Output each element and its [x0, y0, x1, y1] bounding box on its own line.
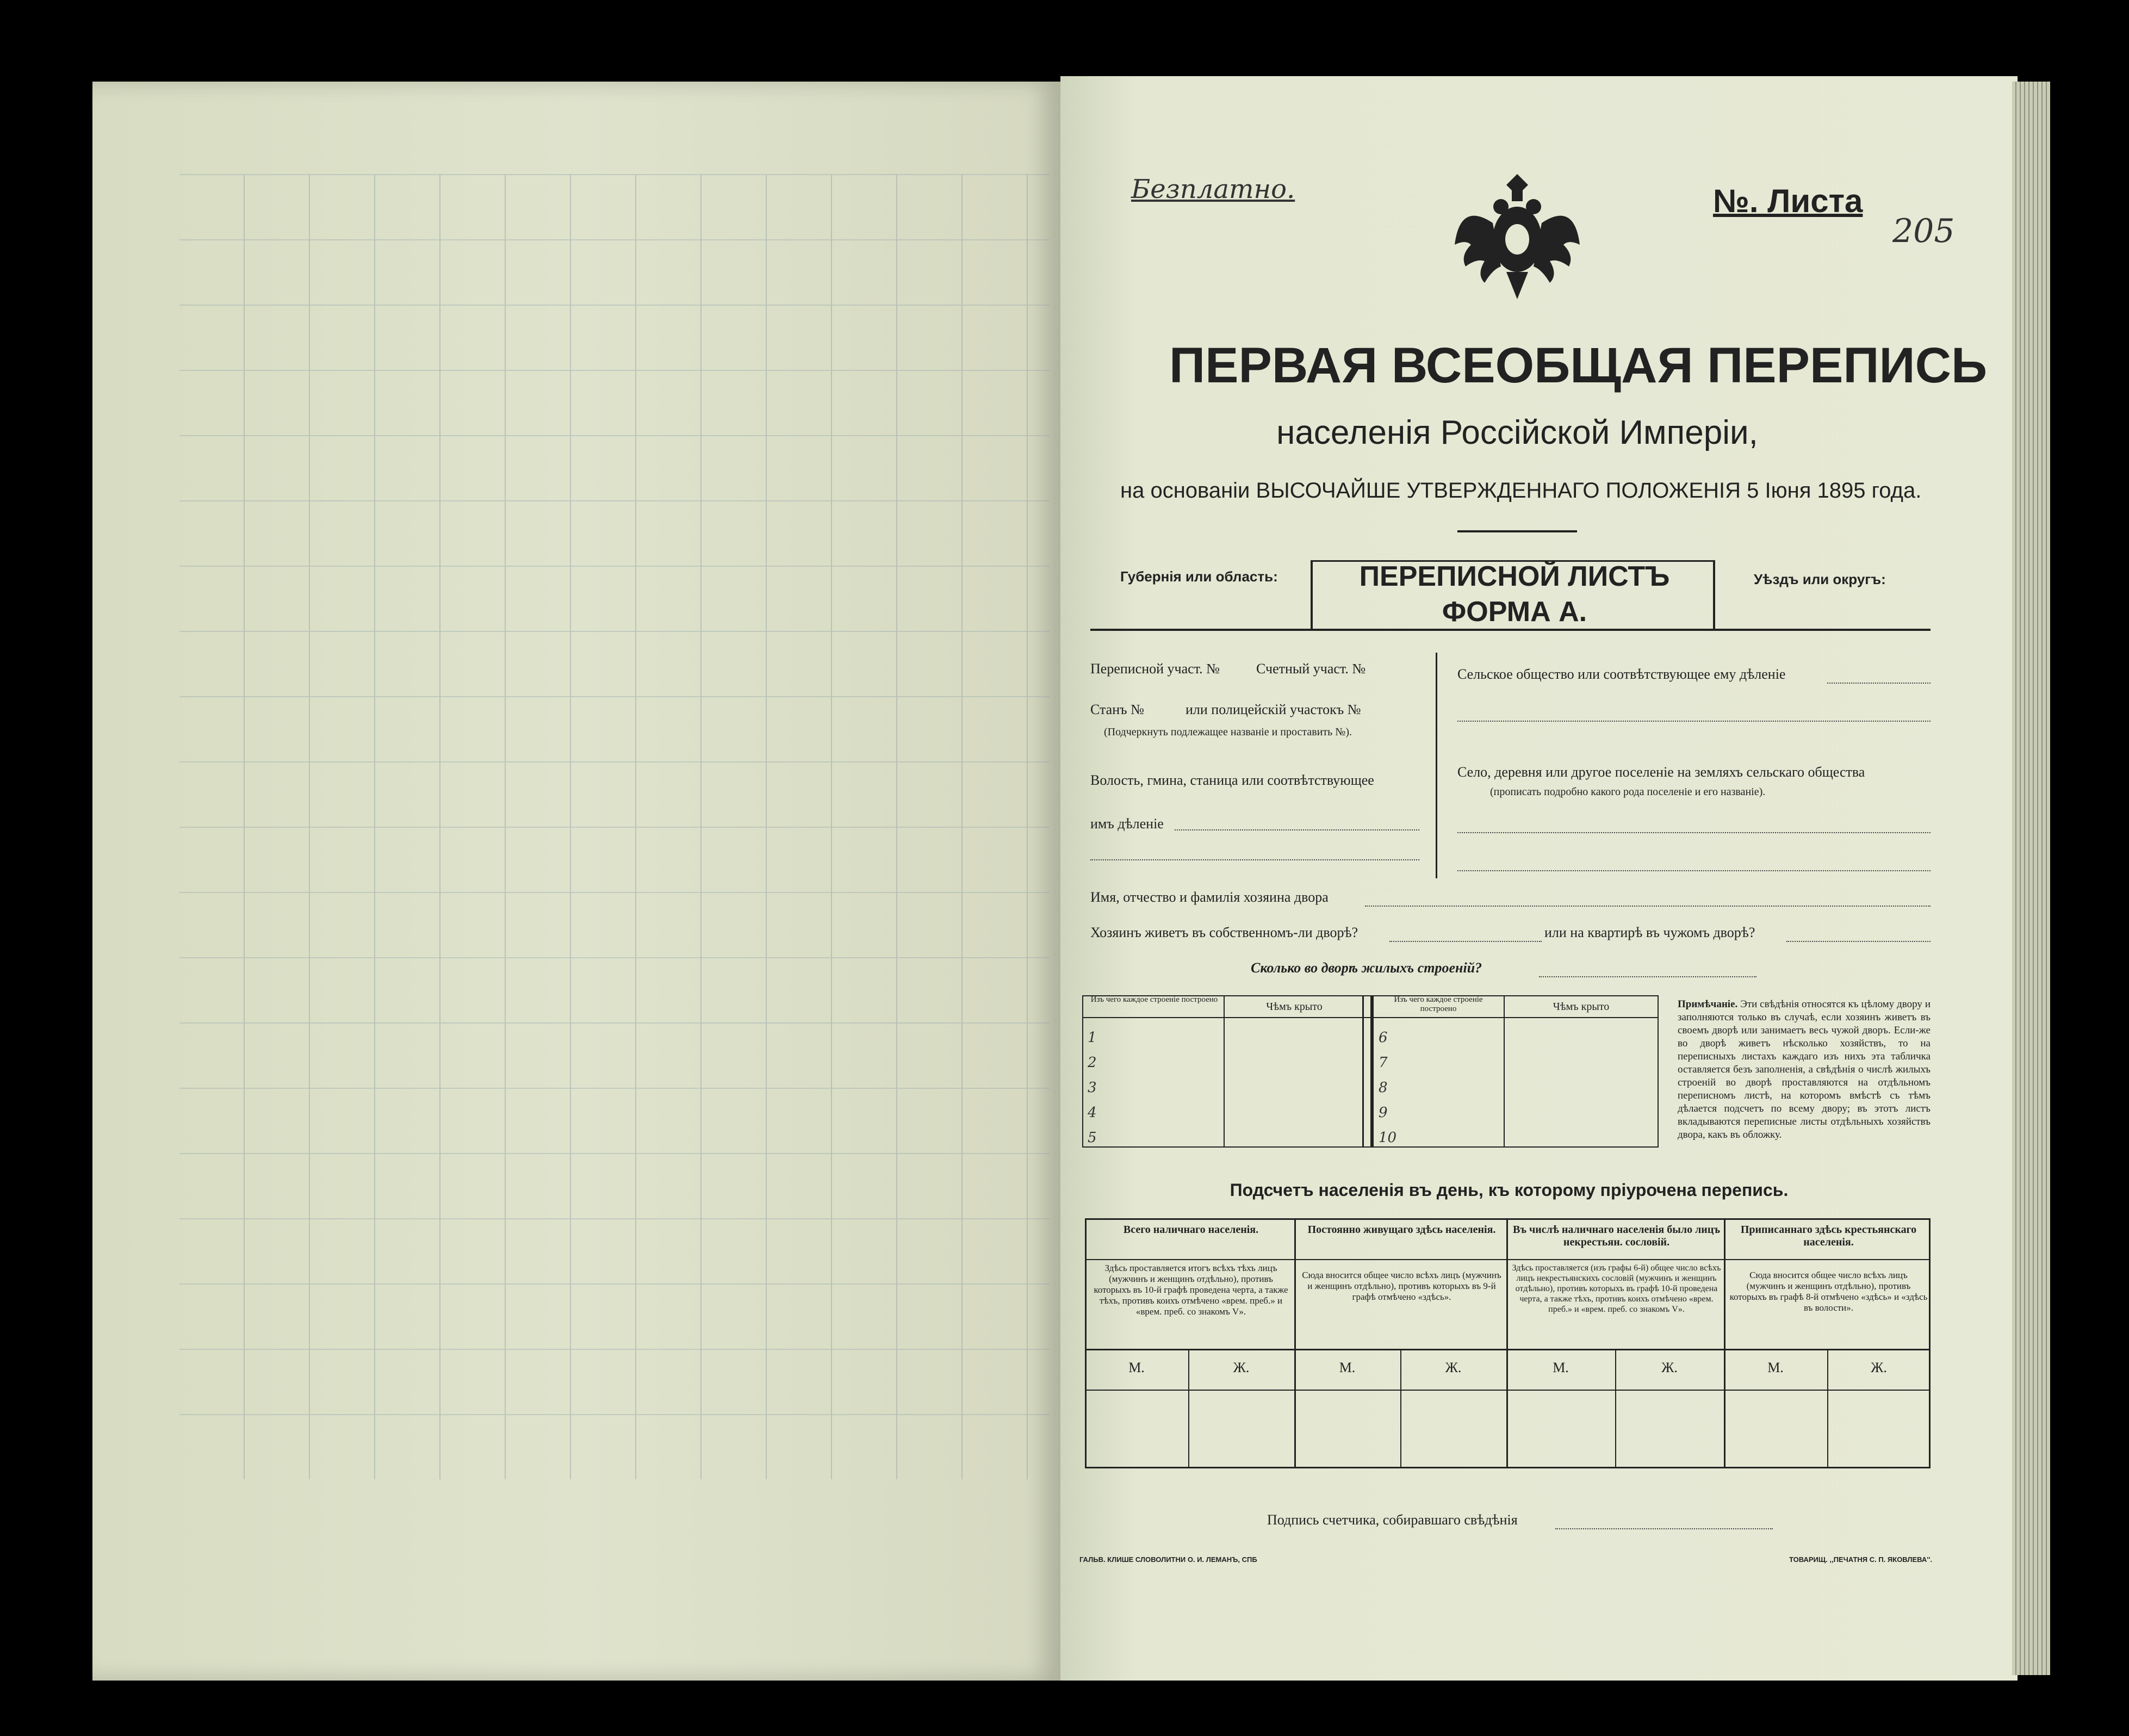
owner-lives-own-label: Хозяинъ живетъ въ собственномъ-ли дворѣ? [1090, 925, 1358, 940]
settlement-note: (прописать подробно какого рода поселеніе и его названіе). [1490, 786, 1766, 798]
census-title: ПЕРВАЯ ВСЕОБЩАЯ ПЕРЕПИСЬ [1169, 338, 1988, 393]
owner-lives-other-input[interactable] [1786, 941, 1931, 942]
col-roof-left: Чѣмъ крыто [1266, 1001, 1323, 1013]
census-district-label: Переписной участ. № [1090, 661, 1220, 677]
row-number-4: 4 [1088, 1105, 1097, 1121]
uezd-label: Уѣздъ или округъ: [1754, 571, 1886, 587]
pop-col3-male: М. [1553, 1360, 1569, 1375]
list-title: ПЕРЕПИСНОЙ ЛИСТЪ [1359, 561, 1670, 592]
police-district-label: или полицейскій участокъ № [1185, 702, 1361, 717]
pop-col2-header: Постоянно живущаго здѣсь населенія. [1307, 1224, 1496, 1236]
stacked-sheets-edge [2012, 82, 2050, 1675]
owner-name-input[interactable] [1365, 906, 1931, 907]
col-material-left: Изъ чего каждое строеніе построено [1090, 995, 1218, 1004]
buildings-rows-right [1379, 1025, 1400, 1150]
free-label: Безплатно. [1131, 174, 1295, 204]
row-number-5: 5 [1088, 1130, 1097, 1146]
form-name: ФОРМА А. [1442, 596, 1587, 628]
village-society-label: Сельское общество или соотвѣтствующее ему дѣленіе [1457, 666, 1786, 682]
row-number-10: 10 [1379, 1130, 1397, 1146]
volost-label-line2: имъ дѣленіе [1090, 816, 1164, 832]
col-roof-right: Чѣмъ крыто [1553, 1001, 1610, 1013]
row-number-7: 7 [1379, 1055, 1388, 1071]
volost-label-line1: Волость, гмина, станица или соотвѣтствующее [1090, 772, 1374, 788]
census-basis: на основаніи ВЫСОЧАЙШЕ УТВЕРЖДЕННАГО ПОЛОЖЕНІЯ 5 Іюня 1895 года. [1120, 479, 1922, 503]
signature-label: Подпись счетчика, собиравшаго свѣдѣнія [1267, 1512, 1518, 1528]
note-text: Эти свѣдѣнія относятся къ цѣлому двору и заполняются только въ случаѣ, если хозяинъ живетъ въ своемъ дворѣ или занимаетъ весь чужой дворъ. Если-же во дворѣ живетъ нѣсколько хозяйствъ, то на переписныхъ листахъ каждаго изъ нихъ эта табличка оставляется безъ заполненія, а свѣдѣнія о числѣ жилыхъ строеній во дворѣ проставляются на отдѣльномъ переписномъ листѣ, на которомъ вмѣстѣ съ тѣмъ дѣлается подсчетъ по всему двору; въ этотъ листъ вкладываются переписные листы отдѣльныхъ хозяйствъ двора, какъ въ обложку. [1678, 999, 1931, 1140]
col-material-right: Изъ чего каждое строеніе построено [1394, 995, 1483, 1013]
row-number-3: 3 [1088, 1080, 1097, 1096]
guberniya-label: Губернія или область: [1120, 568, 1278, 585]
pop-col4-female: Ж. [1871, 1360, 1887, 1375]
fields-column-divider [1436, 653, 1437, 878]
volost-input-line[interactable] [1175, 829, 1419, 830]
settlement-input-1[interactable] [1457, 832, 1931, 833]
owner-lives-other-label: или на квартирѣ въ чужомъ дворѣ? [1544, 925, 1755, 940]
owner-lives-own-input[interactable] [1389, 941, 1542, 942]
owner-name-label: Имя, отчество и фамилія хозяина двора [1090, 889, 1329, 905]
volost-input-line-2[interactable] [1090, 859, 1419, 860]
pop-col3-desc: Здѣсь проставляется (изъ графы 6-й) общее число всѣхъ лицъ некрестьянскихъ сословій (мужчинъ и женщинъ отдѣльно), противъ которыхъ въ графѣ 10-й проведена черта, а также тѣхъ, противъ коихъ отмѣчено «врем. преб.» и «врем. преб. со знакомъ V». [1512, 1263, 1721, 1314]
imperial-eagle-emblem [1447, 163, 1588, 310]
settlement-label: Село, деревня или другое поселеніе на земляхъ сельскаго общества [1457, 764, 1865, 780]
ornament-divider [1457, 530, 1577, 532]
pop-col4-male: М. [1767, 1360, 1784, 1375]
sheet-number-label: №. Листа [1713, 183, 1863, 219]
census-subtitle: населенія Россійской Имперіи, [1276, 414, 1758, 451]
show-through-grid [179, 174, 1050, 1479]
pop-col4-desc: Сюда вносится общее число всѣхъ лицъ (мужчинъ и женщинъ отдѣльно), противъ которыхъ въ графѣ 8-й отмѣчено «здѣсь» и «здѣсь въ волости». [1729, 1270, 1928, 1313]
pop-col1-desc: Здѣсь проставляется итогъ всѣхъ тѣхъ лицъ (мужчинъ и женщинъ отдѣльно), противъ которыхъ въ 10-й графѣ проведена черта, а также тѣхъ, противъ коихъ отмѣчено «врем. преб.» и «врем. преб. со знакомъ V». [1094, 1263, 1288, 1317]
printer-right: ТОВАРИЩ. ,,ПЕЧАТНЯ С. П. ЯКОВЛЕВА''. [1789, 1555, 1933, 1564]
pop-col3-header: Въ числѣ наличнаго населенія было лицъ некрестьян. сословій. [1512, 1224, 1720, 1248]
pop-col2-desc: Сюда вносится общее число всѣхъ лицъ (мужчинъ и женщинъ отдѣльно), противъ которыхъ въ 9-й графѣ отмѣчено «здѣсь». [1302, 1270, 1501, 1302]
signature-input[interactable] [1555, 1528, 1773, 1529]
stan-label: Станъ № [1090, 702, 1144, 717]
row-number-6: 6 [1379, 1030, 1388, 1046]
row-number-8: 8 [1379, 1080, 1388, 1096]
population-count-title: Подсчетъ населенія въ день, къ которому пріурочена перепись. [1230, 1180, 1789, 1200]
left-page-blank-reverse [92, 82, 1060, 1681]
village-society-input-2[interactable] [1457, 721, 1931, 722]
pop-col2-male: М. [1339, 1360, 1356, 1375]
note-label: Примѣчаніе. [1678, 999, 1738, 1010]
settlement-input-2[interactable] [1457, 870, 1931, 871]
row-number-9: 9 [1379, 1105, 1388, 1121]
pop-col1-header: Всего наличнаго населенія. [1123, 1224, 1259, 1236]
sheet-number-handwritten: 205 [1892, 212, 1955, 250]
row-number-1: 1 [1088, 1030, 1097, 1046]
pop-col1-male: М. [1128, 1360, 1145, 1375]
buildings-count-input[interactable] [1539, 976, 1756, 977]
pop-col1-female: Ж. [1233, 1360, 1250, 1375]
buildings-rows-left [1088, 1025, 1109, 1150]
counting-district-label: Счетный участ. № [1256, 661, 1366, 677]
underline-note: (Подчеркнуть подлежащее названіе и проставить №). [1104, 726, 1352, 738]
village-society-input[interactable] [1827, 683, 1931, 684]
pop-col3-female: Ж. [1661, 1360, 1678, 1375]
row-number-2: 2 [1088, 1055, 1097, 1071]
pop-col2-female: Ж. [1445, 1360, 1462, 1375]
pop-col4-header: Приписаннаго здѣсь крестьянскаго населенія. [1740, 1224, 1917, 1248]
printer-left: ГАЛЬВ. КЛИШЕ СЛОВОЛИТНИ О. И. ЛЕМАНЪ, СПБ [1079, 1555, 1257, 1564]
buildings-question: Сколько во дворѣ жилыхъ строеній? [1251, 960, 1482, 976]
note-paragraph [1678, 998, 1931, 1142]
